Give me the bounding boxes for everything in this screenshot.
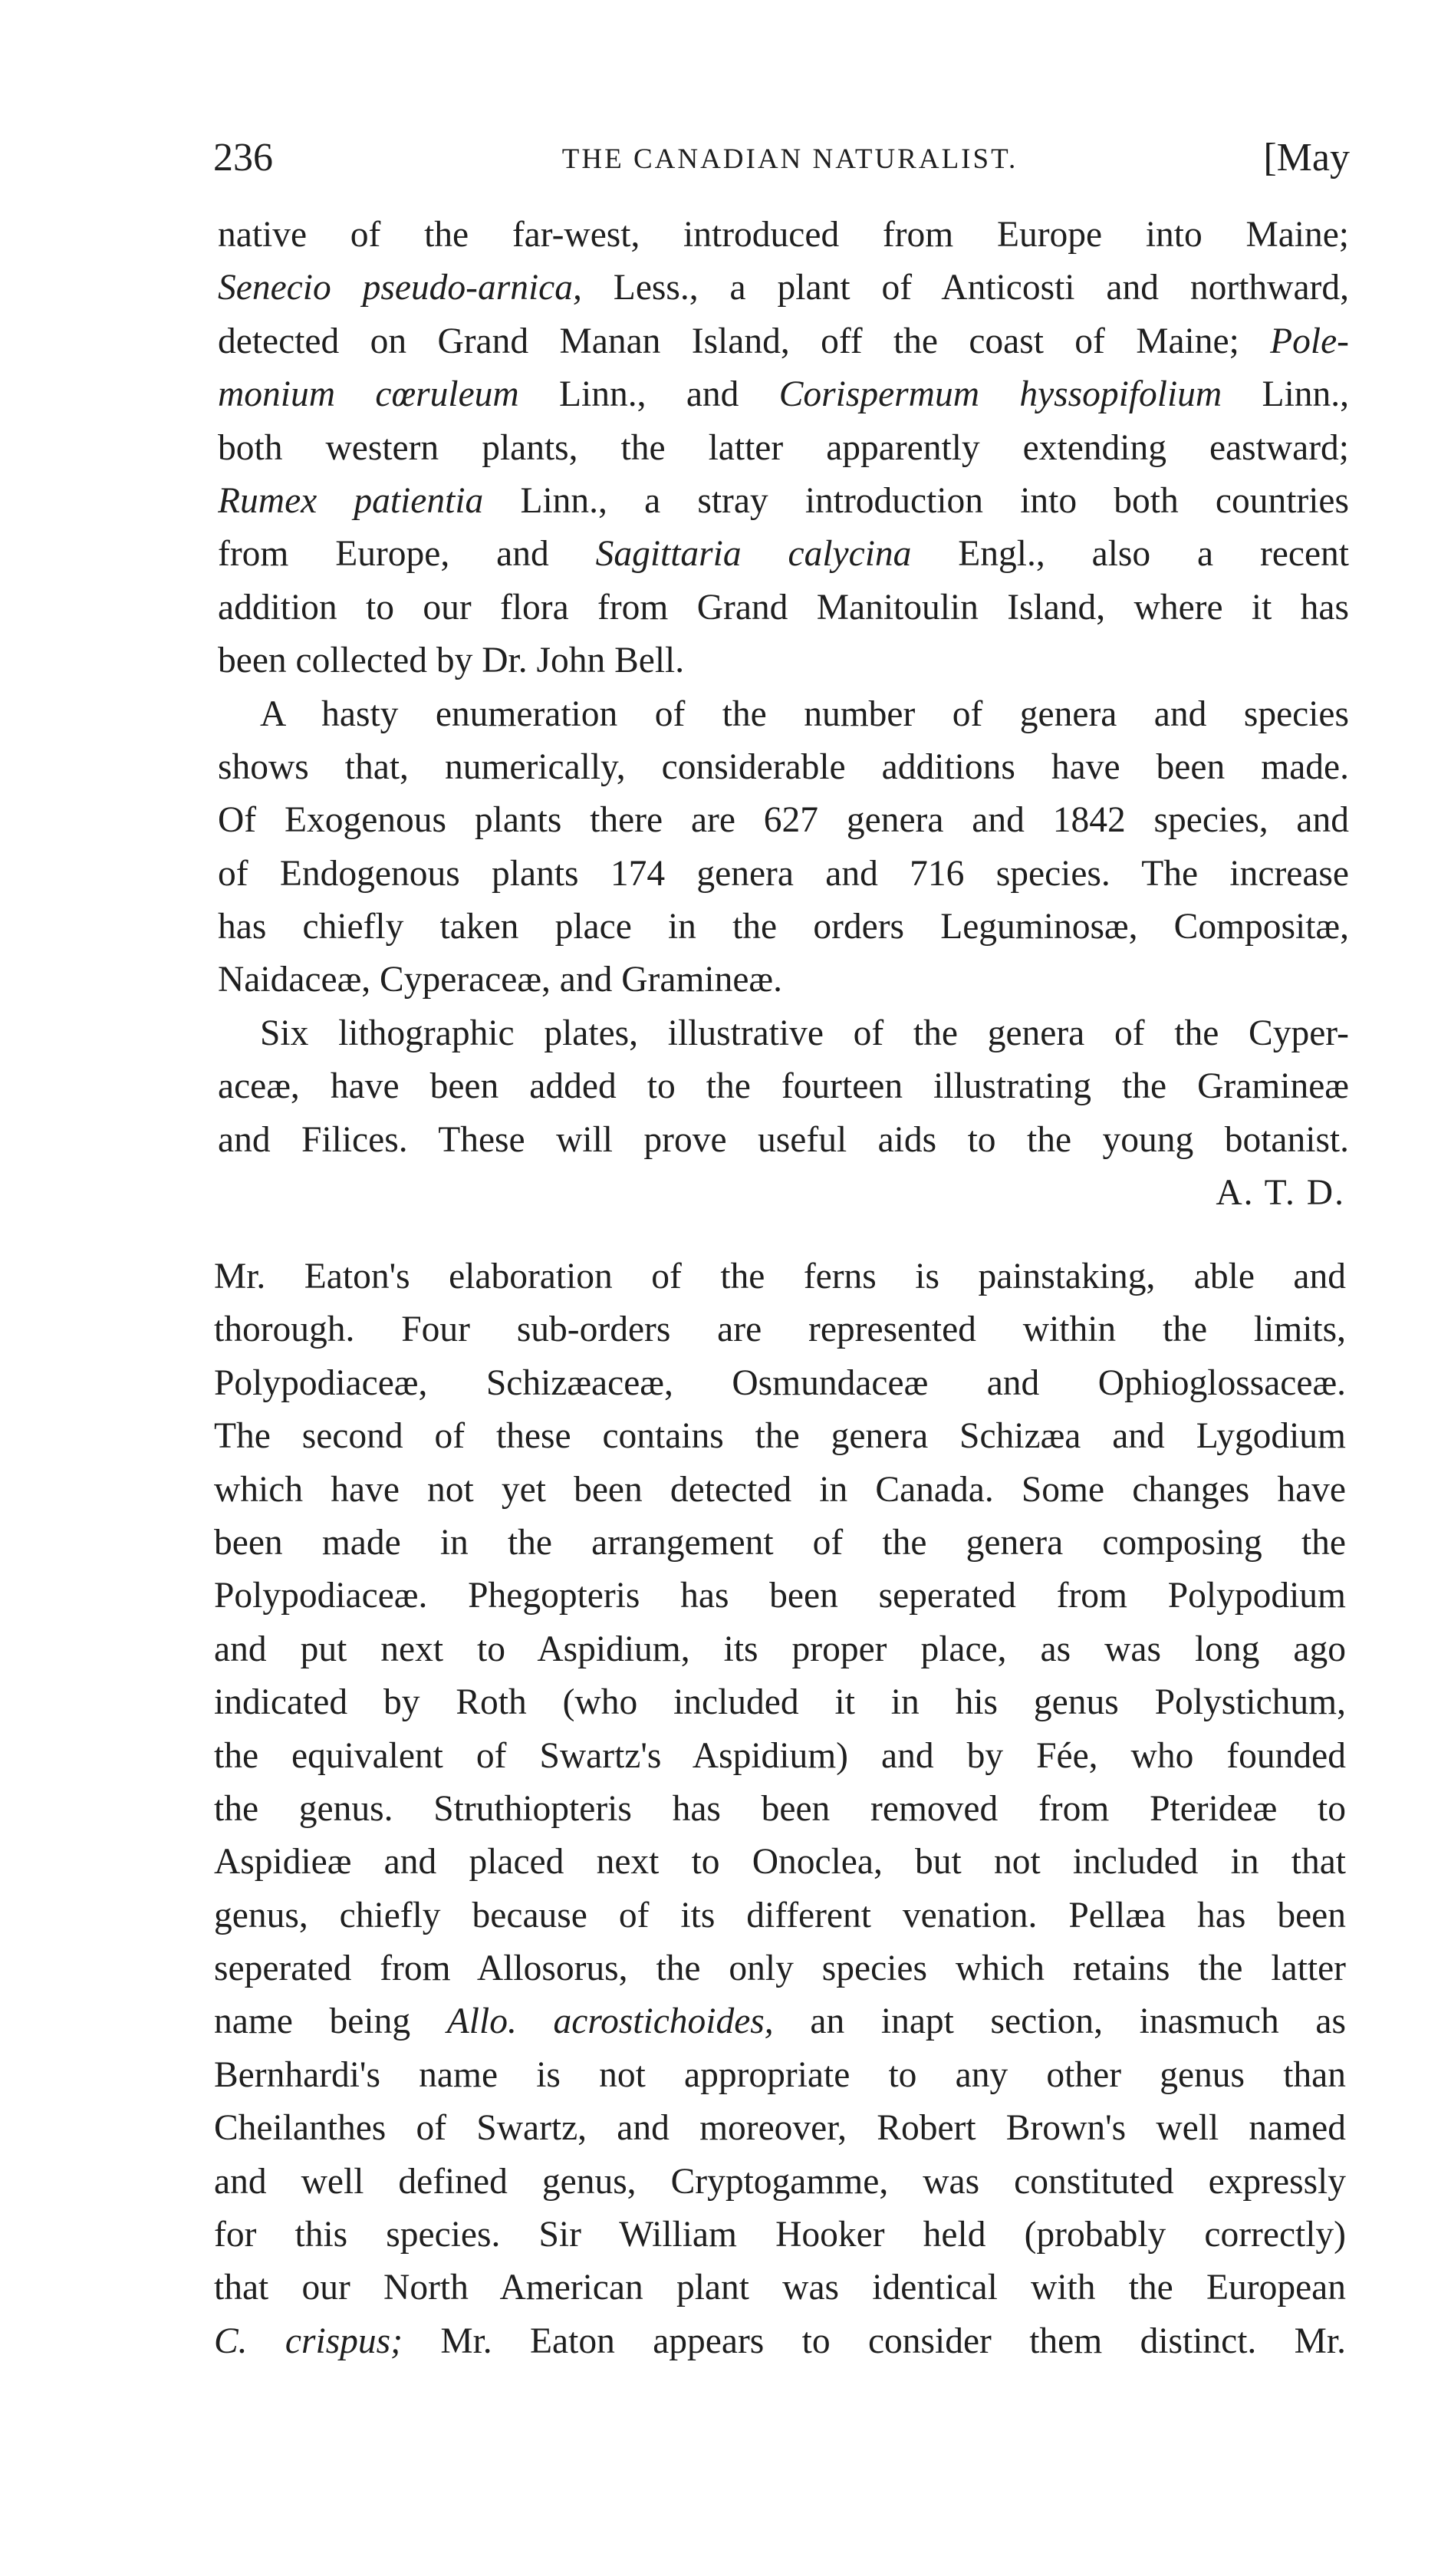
author-initials: A. T. D. <box>1216 1173 1345 1214</box>
italic-text: C. crispus; <box>214 2321 403 2361</box>
text-run: Linn., a stray introduction into both countries <box>483 480 1349 521</box>
text-run: Aspidieæ and placed next to Onoclea, but not included in that <box>214 1842 1346 1883</box>
text-run: Six lithographic plates, illustrative of the genera of the Cyper- <box>260 1013 1349 1053</box>
text-line <box>214 2209 1346 2261</box>
text-run: genus, chiefly because of its different venation. Pellæa has been <box>214 1895 1346 1935</box>
text-run: Mr. Eaton appears to consider them distinct. Mr. <box>402 2321 1346 2361</box>
text-run: an inapt section, inasmuch as <box>773 2001 1346 2042</box>
text-line <box>214 2315 1346 2368</box>
text-run: name being <box>214 2001 447 2042</box>
text-line <box>218 688 1349 741</box>
text-run: of Endogenous plants 174 genera and 716 species. The increase <box>218 853 1349 894</box>
text-run: both western plants, the latter apparently extending eastward; <box>218 427 1349 468</box>
text-run: indicated by Roth (who included it in his genus Polystichum, <box>214 1682 1346 1723</box>
italic-text: Rumex patientia <box>218 480 484 521</box>
text-line <box>218 262 1349 315</box>
italic-text: Senecio pseudo-arnica, <box>218 268 582 308</box>
text-line <box>218 475 1349 528</box>
text-run: seperated from Allosorus, the only species which retains the latter <box>214 1948 1346 1989</box>
text-run: and put next to Aspidium, its proper place, as was long ago <box>214 1629 1346 1669</box>
text-line <box>214 1623 1346 1676</box>
text-line <box>214 1676 1346 1729</box>
text-line <box>214 2261 1346 2314</box>
text-line <box>214 1464 1346 1517</box>
text-line <box>218 794 1349 847</box>
text-run: Bernhardi's name is not appropriate to any other genus than <box>214 2054 1346 2095</box>
text-run: from Europe, and <box>218 534 596 575</box>
text-run: thorough. Four sub-orders are represented within the limits, <box>214 1309 1346 1350</box>
text-run: aceæ, have been added to the fourteen illustrating the Gramineæ <box>218 1066 1349 1107</box>
text-run: Naidaceæ, Cyperaceæ, and Gramineæ. <box>218 960 782 1000</box>
text-run: Polypodiaceæ, Schizæaceæ, Osmundaceæ and Ophioglossaceæ. <box>214 1362 1346 1403</box>
text-run: A hasty enumeration of the number of genera and species <box>260 693 1349 734</box>
text-run: Cheilanthes of Swartz, and moreover, Robert Brown's well named <box>214 2108 1346 2149</box>
text-line <box>214 1942 1346 1995</box>
text-run: Mr. Eaton's elaboration of the ferns is painstaking, able and <box>214 1257 1346 1296</box>
text-run: the genus. Struthiopteris has been removed from Pterideæ to <box>214 1788 1346 1829</box>
italic-text: Pole- <box>1270 321 1349 361</box>
text-line <box>214 1303 1346 1356</box>
text-run: Linn., and <box>518 374 779 415</box>
italic-text: Allo. acrostichoides, <box>446 2001 774 2042</box>
text-line <box>218 848 1349 901</box>
italic-text: Corispermum hyssopifolium <box>778 374 1222 415</box>
issue-month: [May <box>1263 136 1350 180</box>
text-line <box>218 315 1349 368</box>
review-text-section <box>218 209 1349 1220</box>
text-line <box>218 741 1349 794</box>
text-run: which have not yet been detected in Canada. Some changes have <box>214 1469 1346 1510</box>
text-line <box>218 581 1349 634</box>
text-line <box>218 368 1349 421</box>
text-line <box>218 528 1349 581</box>
text-run: that our North American plant was identical with the European <box>214 2268 1346 2308</box>
text-run: detected on Grand Manan Island, off the coast of Maine; <box>218 321 1271 361</box>
text-run: native of the far-west, introduced from Europe into Maine; <box>218 215 1349 255</box>
text-line <box>214 1410 1346 1463</box>
text-run: Engl., also a recent <box>911 534 1349 575</box>
italic-text: monium cœruleum <box>218 374 519 415</box>
text-line <box>214 1783 1346 1836</box>
text-run: Of Exogenous plants there are 627 genera and 1842 species, and <box>218 800 1349 841</box>
text-run: been collected by Dr. John Bell. <box>218 641 685 681</box>
text-run: addition to our flora from Grand Manitoulin Island, where it has <box>218 587 1349 628</box>
text-line <box>214 1570 1346 1622</box>
page-number: 236 <box>213 136 273 180</box>
text-line <box>214 1250 1346 1303</box>
text-run: and Filices. These will prove useful aids to the young botanist. <box>218 1119 1349 1160</box>
text-run: Less., a plant of Anticosti and northward, <box>581 268 1349 308</box>
text-line <box>214 1517 1346 1570</box>
text-line <box>218 1007 1349 1060</box>
text-line <box>218 1114 1349 1167</box>
text-line <box>214 1357 1346 1410</box>
italic-text: Sagittaria calycina <box>595 534 912 575</box>
text-line <box>214 1836 1346 1889</box>
text-run: Linn., <box>1222 374 1349 415</box>
text-line <box>218 1060 1349 1113</box>
text-line <box>218 422 1349 475</box>
text-run: and well defined genus, Cryptogamme, was constituted expressly <box>214 2161 1346 2202</box>
text-line <box>214 2102 1346 2155</box>
text-run: shows that, numerically, considerable additions have been made. <box>218 746 1349 787</box>
text-line <box>214 1730 1346 1783</box>
text-line <box>214 2049 1346 2102</box>
text-line <box>218 954 1349 1006</box>
text-run: Polypodiaceæ. Phegopteris has been seperated from Polypodium <box>214 1576 1346 1616</box>
journal-title: THE CANADIAN NATURALIST. <box>561 143 1018 175</box>
text-line <box>214 1889 1346 1942</box>
text-line <box>218 209 1349 262</box>
running-header <box>207 135 1373 196</box>
text-run: for this species. Sir William Hooker held (probably correctly) <box>214 2215 1346 2255</box>
text-line <box>218 901 1349 954</box>
text-line <box>218 634 1349 687</box>
text-line <box>214 1995 1346 2048</box>
text-run: has chiefly taken place in the orders Leguminosæ, Compositæ, <box>218 907 1349 947</box>
text-run: the equivalent of Swartz's Aspidium) and by Fée, who founded <box>214 1735 1346 1776</box>
fern-discussion-section <box>214 1250 1346 2368</box>
text-run: The second of these contains the genera Schizæa and Lygodium <box>214 1416 1346 1457</box>
text-line <box>214 2156 1346 2209</box>
text-run: been made in the arrangement of the genera composing the <box>214 1522 1346 1563</box>
